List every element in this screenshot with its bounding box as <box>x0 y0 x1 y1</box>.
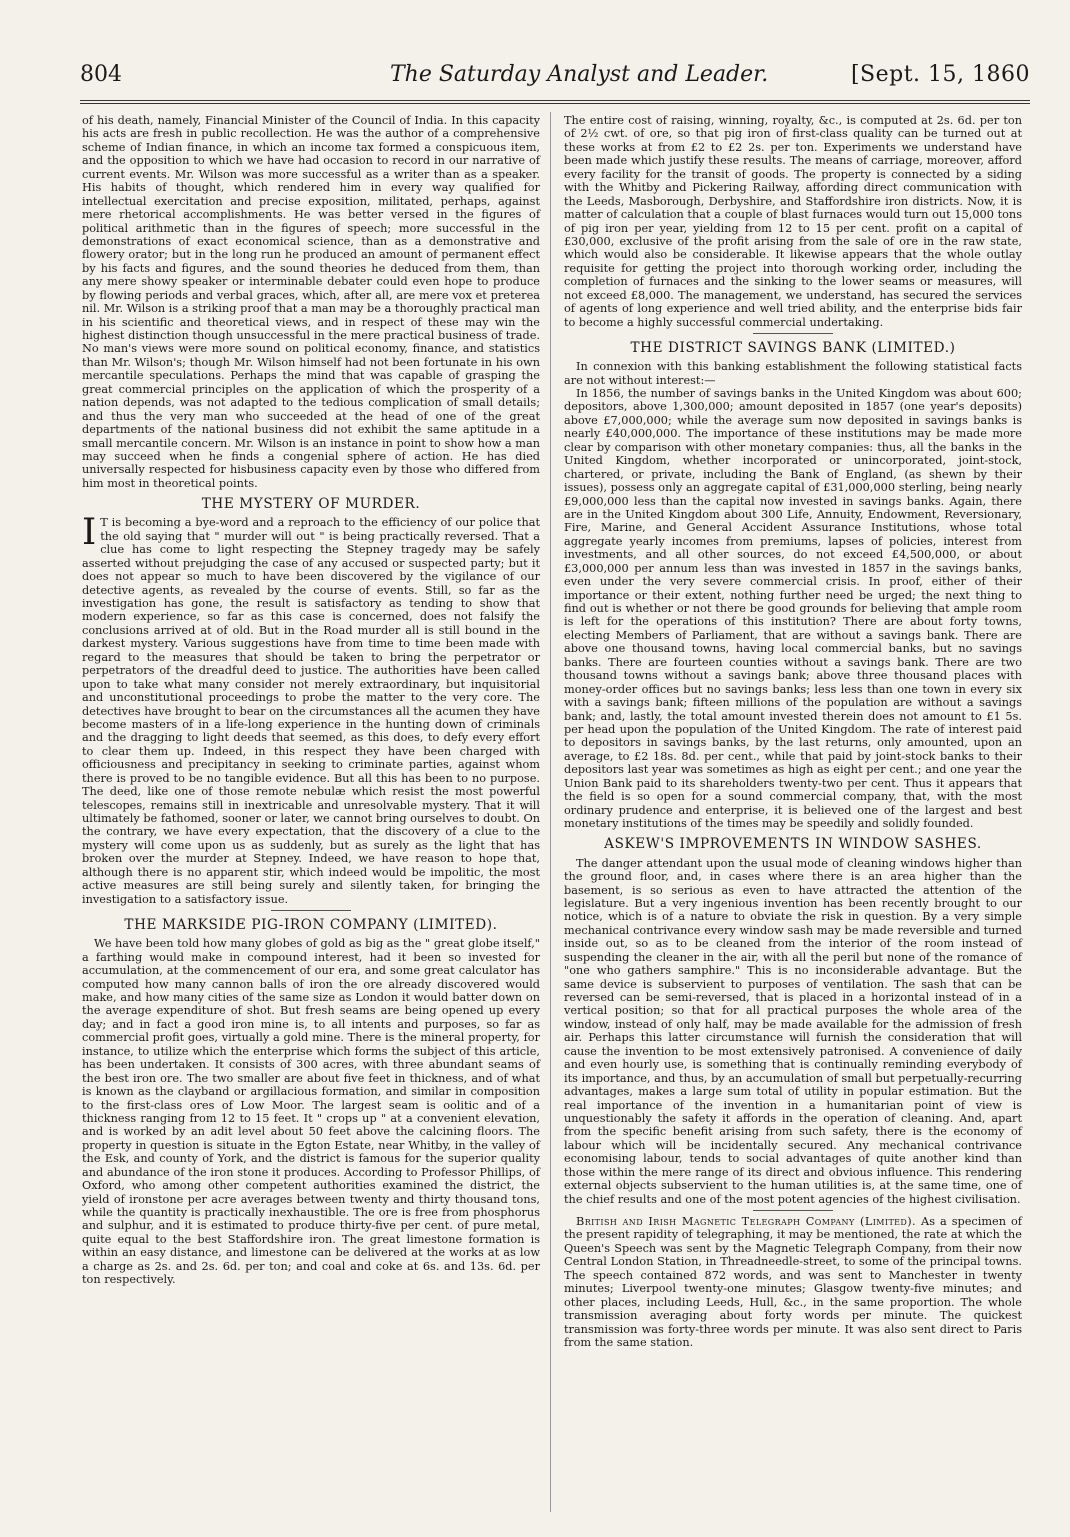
page-number: 804 <box>80 62 122 87</box>
header-rule <box>80 100 1030 101</box>
section-rule <box>753 1210 833 1211</box>
askew-heading: ASKEW'S IMPROVEMENTS IN WINDOW SASHES. <box>604 836 982 853</box>
publication-title: The Saturday Analyst and Leader. <box>390 62 769 87</box>
mystery-body: T is becoming a bye-word and a reproach to the efficiency of our police that the old saying that " murder will out " is being practically reversed. That a clue has come to light respecting the Stepney tragedy may be safely asserted without prejudging the case of any accused or suspected party; but it does not appear so much to have been discovered by the vigilance of our detective agents, as revealed by the course of events. Still, so far as the investigation has gone, the result is satisfactory as tending to show that modern experience, so far as this case is concerned, does not falsify the conclusions arrived at of old. But in the Road murder all is still bound in the darkest mystery. Various suggestions have from time to time been made with regard to the measures that should be taken to bring the perpetrator or perpetrators of the dreadful deed to justice. The authorities have been called upon to take what many consider not merely extraordinary, but inquisitorial and unconstitutional proceedings to probe the matter to the very core. The detectives have brought to bear on the circumstances all the acumen they have become masters of in a life-long experience in the hunting down of criminals and the dragging to light deeds that seemed, as this does, to defy every effort to clear them up. Indeed, in this respect they have been charged with officiousness and precipitancy in seeking to criminate parties, against whom there is proved to be no tangible evidence. But all this has been to no purpose. The deed, like one of those remote nebulæ which resist the most powerful telescopes, remains still in inextricable and unresolvable mystery. That it will ultimately be fathomed, sooner or later, we cannot bring ourselves to doubt. On the contrary, we have every expectation, that the discovery of a clue to the mystery will come upon us as suddenly, but as surely as the light that has broken over the murder at Stepney. Indeed, we have reason to hope that, although there is no apparent stir, which indeed would be impolitic, the most active measures are still being surely and silently taken, for bringing the investigation to a satisfactory issue. <box>82 516 540 906</box>
column-divider <box>550 112 551 1512</box>
left-column <box>82 114 540 1287</box>
section-rule <box>753 333 833 334</box>
issue-date: [Sept. 15, 1860 <box>850 62 1030 87</box>
wilson-obituary-text: of his death, namely, Financial Minister of the Council of India. In this capacity his acts are fresh in public recollection. He was the author of a comprehensive scheme of Indian finance, in which an income tax formed a conspicuous item, and the opposition to which we have had occasion to record in our narrative of current events. Mr. Wilson was more successful as a writer than as a speaker. His habits of thought, which rendered him in every way qualified for intellectual exercitation and precise exposition, militated, perhaps, against mere rhetorical accomplishments. He was better versed in the figures of political arithmetic than in the figures of speech; more successful in the demonstrations of exact economical science, than as a demonstrative and flowery orator; but in the long run he produced an amount of permanent effect by his facts and figures, and the sound theories he deduced from them, than any mere showy speaker or interminable debater could even hope to produce by flowing periods and verbal graces, which, after all, are mere vox et preterea nil. Mr. Wilson is a striking proof that a man may be a thoroughly practical man in his scientific and theoretical views, and in respect of these may win the highest distinction though unsuccessful in the mere practical business of trade. No man's views were more sound on political economy, finance, and statistics than Mr. Wilson's; though Mr. Wilson himself had not been fortunate in his own mercantile speculations. Perhaps the mind that was capable of grasping the great commercial principles on the application of which the prosperity of a nation depends, was not adapted to the tedious complication of small details; and thus the very man who succeeded at the head of one of the great departments of the national business did not exhibit the same aptitude in a small mercantile concern. Mr. Wilson is an instance in point to show how a man may succeed when he finds a congenial sphere of action. He has died universally respected for hisbusiness capacity even by those who differed from him most in theoretical points. <box>82 114 540 490</box>
telegraph-text: As a specimen of the present rapidity of telegraphing, it may be mentioned, the rate at which the Queen's Speech was sent by the Magnetic Telegraph Company, from their now Central London Station, in Threadneedle-street, to some of the principal towns. The speech contained 872 words, and was sent to Manchester in twenty minutes; Liverpool twenty-one minutes; Glasgow twenty-five minutes; and other places, including Leeds, Hull, &c., in the same proportion. The whole transmission averaging about forty words per minute. The quickest transmission was forty-three words per minute. It was also sent direct to Paris from the same station. <box>564 1215 1022 1349</box>
drop-cap: I <box>82 512 97 554</box>
mystery-heading: THE MYSTERY OF MURDER. <box>201 496 421 513</box>
section-rule <box>271 910 351 911</box>
markside-text: We have been told how many globes of gold as big as the " great globe itself," a farthing would make in compound interest, had it been so invested for accumulation, at the commencement of our era, and some great calculator has computed how many cannon balls of iron the ore already discovered would make, and how many cities of the same size as London it would batter down on the average expenditure of shot. But fresh seams are being opened up every day; and in fact a good iron mine is, to all intents and purposes, so far as commercial profit goes, virtually a gold mine. There is the mineral property, for instance, to utilize which the enterprise which forms the subject of this article, has been undertaken. It consists of 300 acres, with three abundant seams of the best iron ore. The two smaller are about five feet in thickness, and of what is known as the clayband or argillacious formation, and similar in composition to the first-class ores of Low Moor. The largest seam is oolitic and of a thickness ranging from 12 to 15 feet. It " crops up " at a convenient elevation, and is worked by an adit level about 50 feet above the calcining floors. The property in question is situate in the Egton Estate, near Whitby, in the valley of the Esk, and county of York, and the district is famous for the superior quality and abundance of the iron stone it produces. According to Professor Phillips, of Oxford, who among other competent authorities examined the district, the yield of ironstone per acre averages between twenty and thirty thousand tons, while the quantity is practically inexhaustible. The ore is free from phosphorus and sulphur, and it is estimated to produce thirty-five per cent. of pure metal, quite equal to the best Staffordshire iron. The great limestone formation is within an easy distance, and limestone can be delivered at the works at as low a charge as 2s. and 2s. 6d. per ton; and coal and coke at 6s. and 13s. 6d. per ton respectively. <box>82 937 540 1287</box>
markside-heading: THE MARKSIDE PIG-IRON COMPANY (LIMITED). <box>124 917 498 934</box>
mystery-text <box>82 512 540 906</box>
savings-intro: In connexion with this banking establishment the following statistical facts are not without interest:— <box>564 360 1022 387</box>
markside-continued-text: The entire cost of raising, winning, royalty, &c., is computed at 2s. 6d. per ton of 2½ cwt. of ore, so that pig iron of first-class quality can be turned out at these works at from £2 to £2 2s. per ton. Experiments we understand have been made which justify these results. The means of carriage, moreover, afford every facility for the transit of goods. The property is connected by a siding with the Whitby and Pickering Railway, affording direct communication with the Leeds, Masborough, Derbyshire, and Staffordshire iron districts. Now, it is matter of calculation that a couple of blast furnaces would turn out 15,000 tons of pig iron per year, yielding from 12 to 15 per cent. profit on a capital of £30,000, exclusive of the profit arising from the sale of ore in the raw state, which would also be considerable. It likewise appears that the whole outlay requisite for getting the project into thorough working order, including the completion of furnaces and the sinking to the lower seams or measures, will not exceed £8,000. The management, we understand, has secured the services of agents of long experience and well tried ability, and the enterprise bids fair to become a highly successful commercial undertaking. <box>564 114 1022 329</box>
telegraph-title: British and Irish Magnetic Telegraph Company (Limited). <box>576 1215 917 1229</box>
savings-text: In 1856, the number of savings banks in the United Kingdom was about 600; depositors, above 1,300,000; amount deposited in 1857 (one year's deposits) above £7,000,000; while the average sum now deposited in savings banks is nearly £40,000,000. The importance of these institutions may be made more clear by comparison with other monetary companies: thus, all the banks in the United Kingdom, whether incorporated or unincorporated, joint-stock, chartered, or private, including the Bank of England, (as shewn by their issues), possess only an aggregate capital of £31,000,000 sterling, being nearly £9,000,000 less than the capital now invested in savings banks. Again, there are in the United Kingdom about 300 Life, Annuity, Endowment, Reversionary, Fire, Marine, and General Accident Assurance Institutions, whose total aggregate yearly incomes from premiums, lapses of policies, interest from investments, and all other sources, do not exceed £4,500,000, or about £3,000,000 per annum less than was invested in 1857 in the savings banks, even under the very severe commercial crisis. In proof, either of their importance or their extent, nothing further need be urged; the next thing to find out is whether or not there be good grounds for believing that ample room is left for the operations of this institution? There are about forty towns, electing Members of Parliament, that are without a savings bank. There are above one thousand towns, having local commercial banks, but no savings banks. There are fourteen counties without a savings bank. There are two thousand towns without a savings bank; above three thousand places with money-order offices but no savings banks; less less than one town in every six with a savings bank; fifteen millions of the population are without a savings bank; and, lastly, the total amount invested therein does not amount to £1 5s. per head upon the population of the United Kingdom. The rate of interest paid to depositors in savings banks, by the last returns, only amounted, upon an average, to £2 18s. 8d. per cent., while that paid by joint-stock banks to their depositors last year was sometimes as high as eight per cent.; and one year the Union Bank paid to its shareholders twenty-two per cent. Thus it appears that the field is so open for a sound commercial company, that, with the most ordinary prudence and enterprise, it is believed one of the largest and best monetary institutions of the times may be speedily and solidly founded. <box>564 387 1022 831</box>
header-rule-2 <box>80 103 1030 104</box>
askew-text: The danger attendant upon the usual mode of cleaning windows higher than the ground floor, and, in cases where there is an area higher than the basement, is so serious as even to have attracted the attention of the legislature. But a very ingenious invention has been recently brought to our notice, which is of a nature to obviate the risk in question. By a very simple mechanical contrivance every window sash may be made reversible and turned inside out, so as to be cleaned from the interior of the room instead of suspending the cleaner in the air, with all the peril but none of the romance of "one who gathers samphire." This is no inconsiderable advantage. But the same device is subservient to purposes of ventilation. The sash that can be reversed can be semi-reversed, that is placed in a horizontal instead of in a vertical position; so that for all practical purposes the whole area of the window, instead of only half, may be made available for the admission of fresh air. Perhaps this latter circumstance will furnish the consideration that will cause the invention to be most extensively patronised. A convenience of daily and even hourly use, is something that is continually reminding everybody of its importance, and thus, by an accumulation of small but perpetually-recurring advantages, makes a large sum total of utility in popular estimation. But the real importance of the invention in a humanitarian point of view is unquestionably the safety it affords in the operation of cleaning. And, apart from the specific benefit arising from such safety, there is the economy of labour which will be incidentally secured. Any mechanical contrivance economising labour, tends to social advantages of quite another kind than those within the mere range of its direct and obvious influence. This rendering external objects subservient to the human utilities is, at the same time, one of the chief results and one of the most potent agencies of the highest civilisation. <box>564 856 1022 1206</box>
right-column <box>564 114 1022 1349</box>
page-header <box>80 62 1030 98</box>
savings-heading: THE DISTRICT SAVINGS BANK (LIMITED.) <box>630 340 956 356</box>
telegraph-notice <box>564 1215 1022 1349</box>
